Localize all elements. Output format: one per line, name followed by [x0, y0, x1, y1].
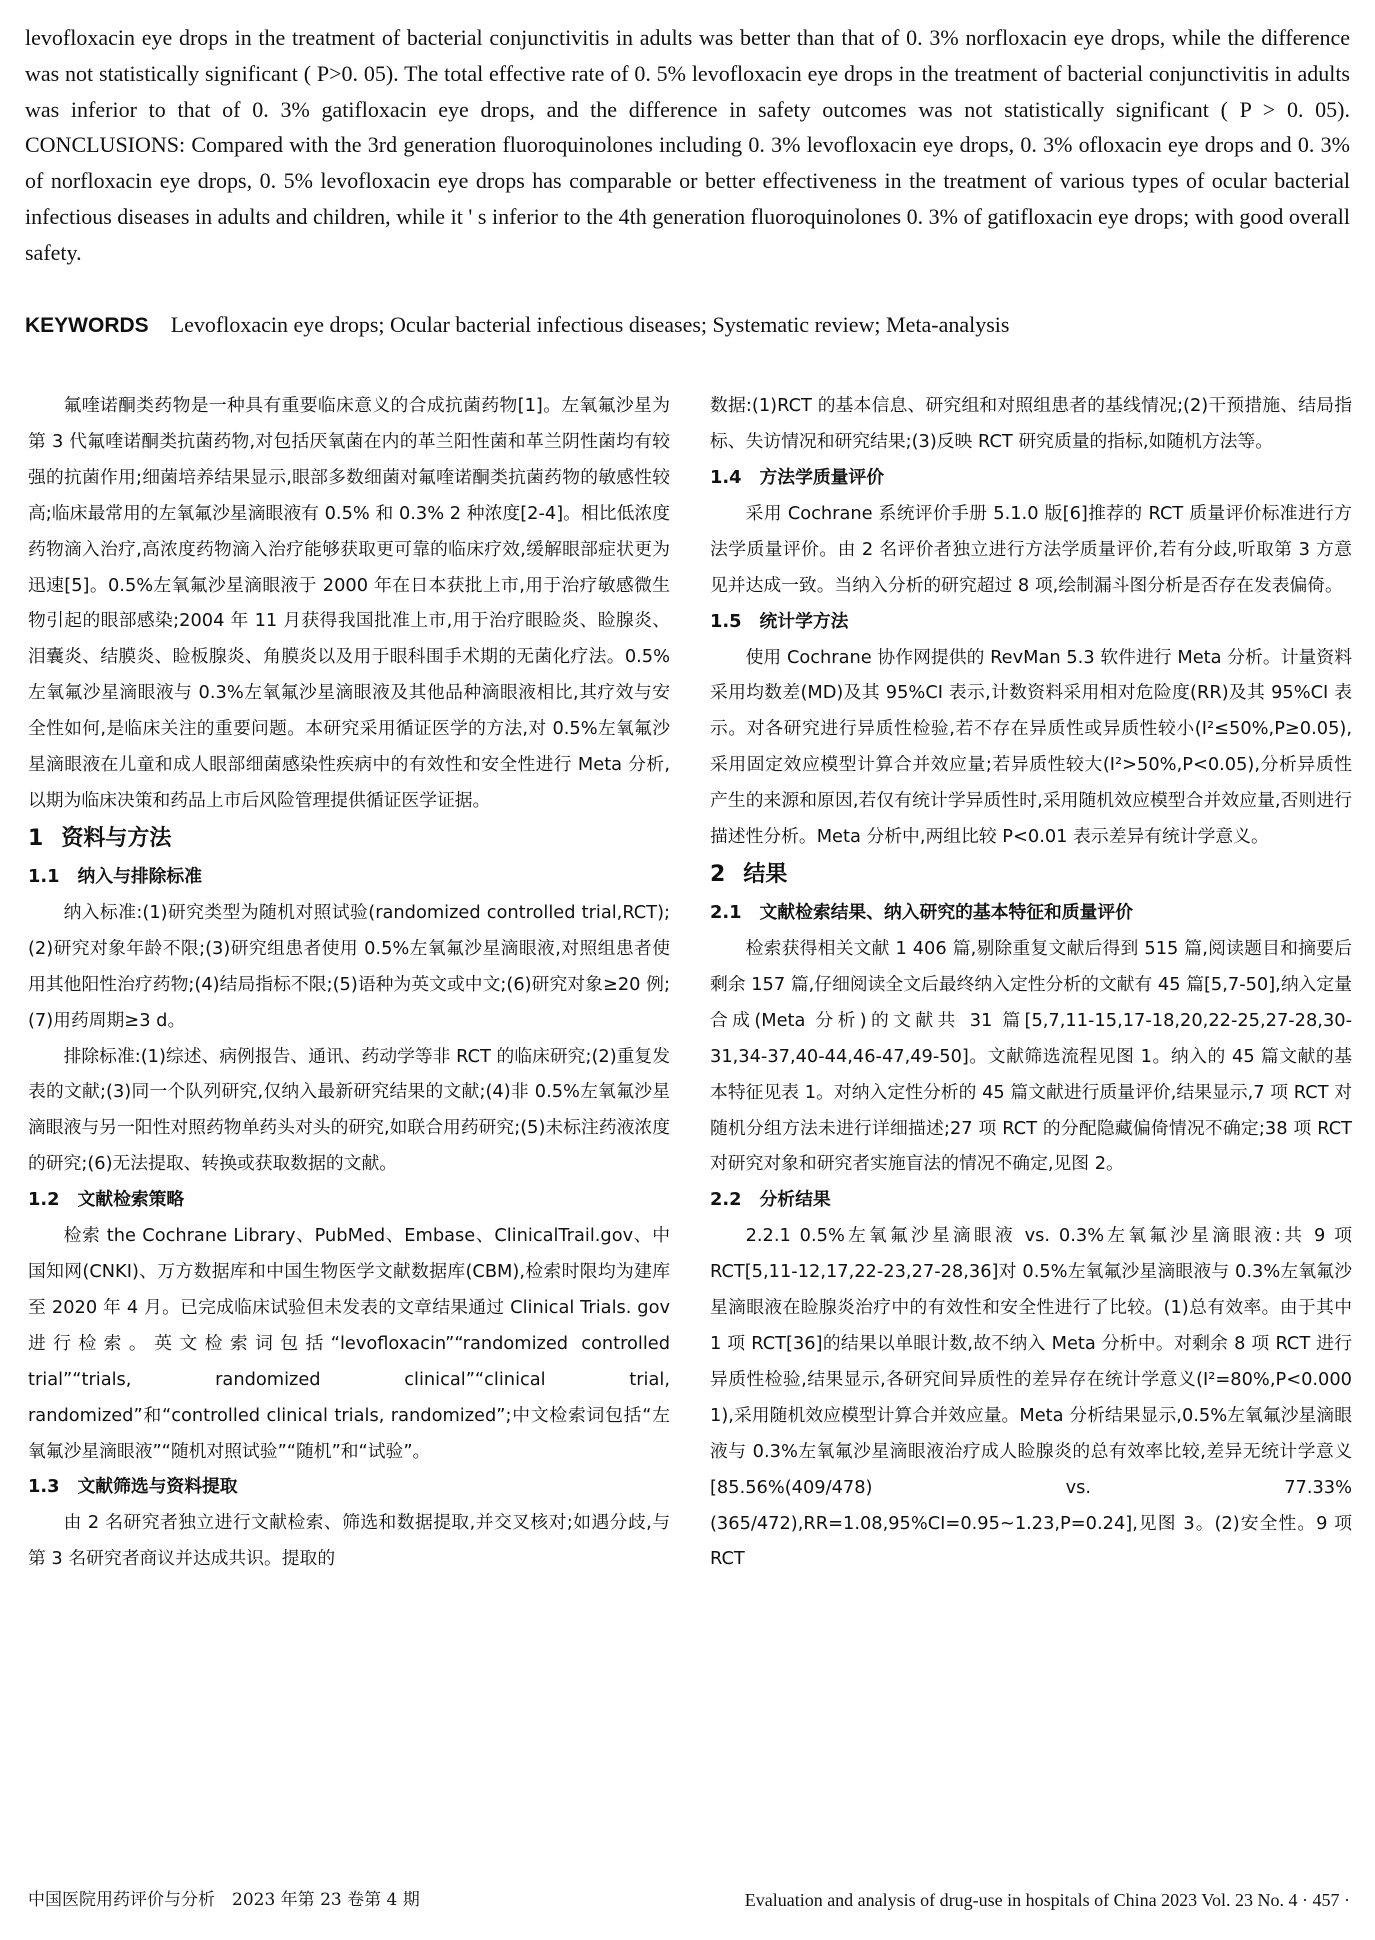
subsection-heading-search: 1.2 文献检索策略	[28, 1189, 185, 1211]
search-paragraph: 检索 the Cochrane Library、PubMed、Embase、ClinicalTrail.gov、中国知网(CNKI)、万方数据库和中国生物医学文献数据库(CBM),检索时限均为建库至 2020 年 4 月。已完成临床试验但未发表的文章结果通过 Clinical Trials. gov 进行检索。英文检索词包括“levofloxacin”“randomized controlled trial”“trials, randomized clinical”“clinical trial, randomized”和“controlled clinical trials, randomized”;中文检索词包括“左氧氟沙星滴眼液”“随机对照试验”“随机”和“试验”。	[28, 1225, 670, 1462]
page-footer	[28, 1888, 1350, 1912]
subsection-heading-statistics: 1.5 统计学方法	[710, 610, 849, 632]
keywords-line	[25, 310, 1350, 341]
section-heading-results: 2 结果	[710, 861, 788, 887]
subsection-heading-analysis: 2.2 分析结果	[710, 1189, 831, 1211]
footer-journal-en: Evaluation and analysis of drug-use in hospitals of China 2023 Vol. 23 No. 4 · 457 ·	[744, 1890, 1350, 1910]
abstract-english	[25, 20, 1350, 271]
abstract-text: levofloxacin eye drops in the treatment of bacterial conjunctivitis in adults was better than that of 0. 3% norfloxacin eye drops, while the difference was not statistically significant ( P>0. 05). The total effective rate of 0. 5% levofloxacin eye drops in the treatment of bacterial conjunctivitis in adults was inferior to that of 0. 3% gatifloxacin eye drops, and the difference in safety outcomes was not statistically significant ( P > 0. 05). CONCLUSIONS: Compared with the 3rd generation fluoroquinolones including 0. 3% levofloxacin eye drops, 0. 3% ofloxacin eye drops and 0. 3% of norfloxacin eye drops, 0. 5% levofloxacin eye drops has comparable or better effectiveness in the treatment of various types of ocular bacterial infectious diseases in adults and children, while it ' s inferior to the 4th generation fluoroquinolones 0. 3% of gatifloxacin eye drops; with good overall safety.	[25, 25, 1350, 265]
analysis-paragraph: 2.2.1 0.5%左氧氟沙星滴眼液 vs. 0.3%左氧氟沙星滴眼液:共 9 项 RCT[5,11-12,17,22-23,27-28,36]对 0.5%左氧氟沙星滴眼液与 0.3%左氧氟沙星滴眼液在睑腺炎治疗中的有效性和安全性进行了比较。(1)总有效率。由于其中 1 项 RCT[36]的结果以单眼计数,故不纳入 Meta 分析中。对剩余 8 项 RCT 进行异质性检验,结果显示,各研究间异质性的差异存在统计学意义(I²=80%,P<0.000 1),采用随机效应模型计算合并效应量。Meta 分析结果显示,0.5%左氧氟沙星滴眼液与 0.3%左氧氟沙星滴眼液治疗成人睑腺炎的总有效率比较,差异无统计学意义[85.56%(409/478) vs. 77.33%(365/472),RR=1.08,95%CI=0.95~1.23,P=0.24],见图 3。(2)安全性。9 项 RCT	[710, 1225, 1352, 1570]
inclusion-paragraph: 纳入标准:(1)研究类型为随机对照试验(randomized controlled trial,RCT);(2)研究对象年龄不限;(3)研究组患者使用 0.5%左氧氟沙星滴眼液,对照组患者使用其他阳性治疗药物;(4)结局指标不限;(5)语种为英文或中文;(6)研究对象≥20 例;(7)用药周期≥3 d。	[28, 901, 670, 1031]
subsection-heading-screening: 1.3 文献筛选与资料提取	[28, 1476, 238, 1498]
section-heading-methods: 1 资料与方法	[28, 825, 172, 851]
keywords-label: KEYWORDS	[25, 314, 149, 337]
subsection-heading-criteria: 1.1 纳入与排除标准	[28, 865, 202, 887]
keywords-text: Levofloxacin eye drops; Ocular bacterial infectious diseases; Systematic review; Meta-analysis	[170, 312, 1010, 337]
footer-journal-cn: 中国医院用药评价与分析 2023 年第 23 卷第 4 期	[28, 1890, 420, 1910]
exclusion-paragraph: 排除标准:(1)综述、病例报告、通讯、药动学等非 RCT 的临床研究;(2)重复发表的文献;(3)同一个队列研究,仅纳入最新研究结果的文献;(4)非 0.5%左氧氟沙星滴眼液与另一阳性对照药物单药头对头的研究,如联合用药研究;(5)未标注药液浓度的研究;(6)无法提取、转换或获取数据的文献。	[28, 1045, 670, 1175]
right-column	[710, 388, 1352, 1577]
quality-paragraph: 采用 Cochrane 系统评价手册 5.1.0 版[6]推荐的 RCT 质量评价标准进行方法学质量评价。由 2 名评价者独立进行方法学质量评价,若有分歧,听取第 3 方意见并达成一致。当纳入分析的研究超过 8 项,绘制漏斗图分析是否存在发表偏倚。	[710, 502, 1352, 596]
results-paragraph: 检索获得相关文献 1 406 篇,剔除重复文献后得到 515 篇,阅读题目和摘要后剩余 157 篇,仔细阅读全文后最终纳入定性分析的文献有 45 篇[5,7-50],纳入定量合成(Meta 分析)的文献共 31 篇[5,7,11-15,17-18,20,22-25,27-28,30-31,34-37,40-44,46-47,49-50]。文献筛选流程见图 1。纳入的 45 篇文献的基本特征见表 1。对纳入定性分析的 45 篇文献进行质量评价,结果显示,7 项 RCT 对随机分组方法未进行详细描述;27 项 RCT 的分配隐藏偏倚情况不确定;38 项 RCT 对研究对象和研究者实施盲法的情况不确定,见图 2。	[710, 937, 1352, 1175]
subsection-heading-retrieval: 2.1 文献检索结果、纳入研究的基本特征和质量评价	[710, 901, 1133, 923]
screening-paragraph-continued: 数据:(1)RCT 的基本信息、研究组和对照组患者的基线情况;(2)干预措施、结局指标、失访情况和研究结果;(3)反映 RCT 研究质量的指标,如随机方法等。	[710, 395, 1352, 452]
statistics-paragraph: 使用 Cochrane 协作网提供的 RevMan 5.3 软件进行 Meta 分析。计量资料采用均数差(MD)及其 95%CI 表示,计数资料采用相对危险度(RR)及其 95%CI 表示。对各研究进行异质性检验,若不存在异质性或异质性较小(I²≤50%,P≥0.05),采用固定效应模型计算合并效应量;若异质性较大(I²>50%,P<0.05),分析异质性产生的来源和原因,若仅有统计学异质性时,采用随机效应模型合并效应量,否则进行描述性分析。Meta 分析中,两组比较 P<0.01 表示差异有统计学意义。	[710, 646, 1352, 848]
subsection-heading-quality: 1.4 方法学质量评价	[710, 466, 884, 488]
left-column	[28, 388, 670, 1577]
screening-paragraph: 由 2 名研究者独立进行文献检索、筛选和数据提取,并交叉核对;如遇分歧,与第 3 名研究者商议并达成共识。提取的	[28, 1512, 670, 1570]
intro-paragraph: 氟喹诺酮类药物是一种具有重要临床意义的合成抗菌药物[1]。左氧氟沙星为第 3 代氟喹诺酮类抗菌药物,对包括厌氧菌在内的革兰阳性菌和革兰阴性菌均有较强的抗菌作用;细菌培养结果显示,眼部多数细菌对氟喹诺酮类抗菌药物的敏感性较高;临床最常用的左氧氟沙星滴眼液有 0.5% 和 0.3% 2 种浓度[2-4]。相比低浓度药物滴入治疗,高浓度药物滴入治疗能够获取更可靠的临床疗效,缓解眼部症状更为迅速[5]。0.5%左氧氟沙星滴眼液于 2000 年在日本获批上市,用于治疗敏感微生物引起的眼部感染;2004 年 11 月获得我国批准上市,用于治疗眼睑炎、睑腺炎、泪囊炎、结膜炎、睑板腺炎、角膜炎以及用于眼科围手术期的无菌化疗法。0.5%左氧氟沙星滴眼液与 0.3%左氧氟沙星滴眼液及其他品种滴眼液相比,其疗效与安全性如何,是临床关注的重要问题。本研究采用循证医学的方法,对 0.5%左氧氟沙星滴眼液在儿童和成人眼部细菌感染性疾病中的有效性和安全性进行 Meta 分析,以期为临床决策和药品上市后风险管理提供循证医学证据。	[28, 395, 670, 811]
